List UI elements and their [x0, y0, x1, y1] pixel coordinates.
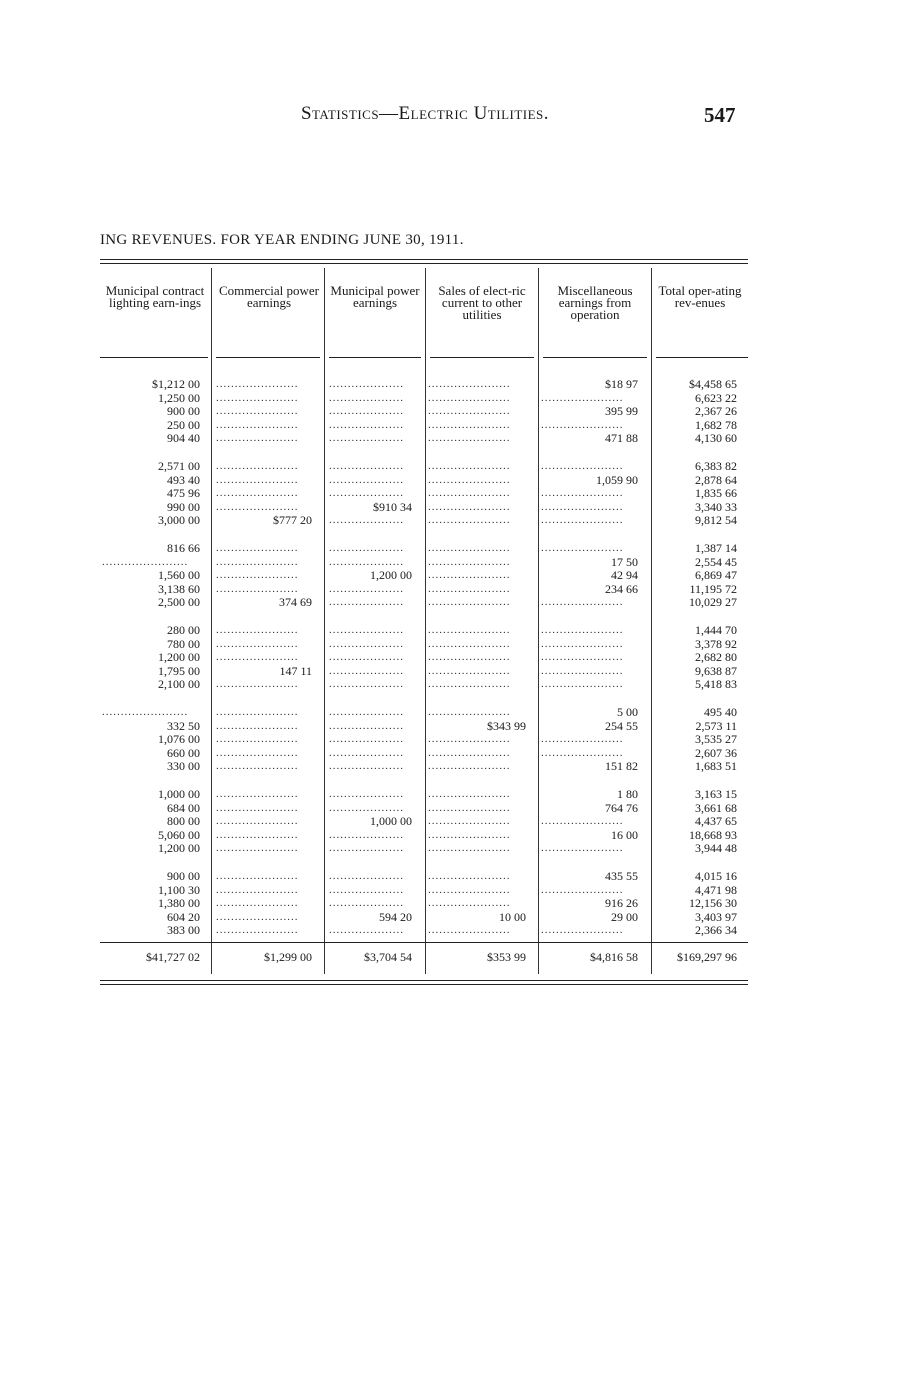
- table-cell: 684 00: [167, 800, 200, 815]
- column-separator: [538, 268, 539, 974]
- table-cell: 10 00: [499, 909, 526, 924]
- leader-dots: ......................: [216, 405, 299, 418]
- page-number: 547: [704, 103, 736, 127]
- leader-dots: ....................: [329, 746, 404, 759]
- table-cell: 1,835 66: [695, 486, 737, 501]
- leader-dots: ......................: [428, 500, 511, 513]
- table-cell: 2,366 34: [695, 923, 737, 938]
- leader-dots: ......................: [216, 624, 299, 636]
- table-cell: 16 00: [611, 827, 638, 842]
- heading-rule: [100, 357, 208, 358]
- total-cell: $3,704 54: [364, 950, 412, 964]
- leader-dots: ......................: [428, 473, 511, 486]
- table-cell: 594 20: [379, 909, 412, 924]
- leader-dots: ......................: [428, 596, 511, 609]
- leader-dots: ......................: [216, 883, 299, 896]
- table-cell: 1,076 00: [158, 732, 200, 747]
- leader-dots: ......................: [541, 596, 624, 609]
- table-cell: 904 40: [167, 431, 200, 446]
- table-cell: 1,444 70: [695, 623, 737, 637]
- leader-dots: ......................: [216, 924, 299, 937]
- table-cell: $1,212 00: [152, 377, 200, 391]
- table-cell: 780 00: [167, 636, 200, 651]
- leader-dots: ......................: [541, 624, 624, 636]
- table-bottom-rule-2: [100, 984, 748, 985]
- leader-dots: ......................: [216, 801, 299, 814]
- table-cell: 1 80: [617, 787, 638, 801]
- column-heading-total: Total oper-ating rev-enues: [658, 283, 742, 310]
- leader-dots: ......................: [428, 651, 511, 664]
- leader-dots: ......................: [428, 624, 511, 636]
- total-cell: $1,299 00: [264, 950, 312, 964]
- leader-dots: ....................: [329, 801, 404, 814]
- leader-dots: ......................: [428, 582, 511, 595]
- leader-dots: ....................: [329, 487, 404, 500]
- leader-dots: ....................: [329, 596, 404, 609]
- leader-dots: ......................: [541, 883, 624, 896]
- table-cell: 5,418 83: [695, 677, 737, 692]
- leader-dots: ......................: [216, 418, 299, 431]
- table-cell: 3,000 00: [158, 513, 200, 528]
- table-cell: 900 00: [167, 404, 200, 419]
- table-cell: 471 88: [605, 431, 638, 446]
- table-cell: $4,458 65: [689, 377, 737, 391]
- leader-dots: ......................: [428, 555, 511, 568]
- leader-dots: ....................: [329, 555, 404, 568]
- leader-dots: ......................: [216, 500, 299, 513]
- table-cell: 1,683 51: [695, 759, 737, 774]
- table-cell: 916 26: [605, 896, 638, 911]
- leader-dots: ......................: [216, 487, 299, 500]
- leader-dots: ......................: [541, 542, 624, 554]
- table-cell: 9,812 54: [695, 513, 737, 528]
- table-cell: 254 55: [605, 718, 638, 733]
- table-cell: 3,661 68: [695, 800, 737, 815]
- table-cell: 1,200 00: [158, 650, 200, 665]
- totals-rule: [100, 942, 748, 943]
- table-cell: 900 00: [167, 869, 200, 883]
- column-heading-sales-other-utilities: Sales of elect-ric current to other utilities: [438, 283, 526, 322]
- leader-dots: ....................: [329, 897, 404, 910]
- table-cell: 18,668 93: [689, 827, 737, 842]
- table-cell: 332 50: [167, 718, 200, 733]
- leader-dots: ....................: [329, 760, 404, 773]
- total-cell: $4,816 58: [590, 950, 638, 964]
- table-cell: 10,029 27: [689, 595, 737, 610]
- leader-dots: .......................: [102, 706, 189, 718]
- leader-dots: .......................: [102, 555, 189, 568]
- table-cell: 2,571 00: [158, 459, 200, 473]
- leader-dots: ....................: [329, 582, 404, 595]
- leader-dots: ......................: [216, 870, 299, 882]
- leader-dots: ....................: [329, 432, 404, 445]
- table-cell: 5 00: [617, 705, 638, 719]
- leader-dots: ......................: [428, 460, 511, 472]
- leader-dots: ......................: [216, 815, 299, 828]
- table-cell: 5,060 00: [158, 827, 200, 842]
- heading-rule: [656, 357, 748, 358]
- leader-dots: ......................: [216, 719, 299, 732]
- leader-dots: ......................: [541, 514, 624, 527]
- table-cell: $777 20: [273, 513, 312, 528]
- table-cell: 3,340 33: [695, 499, 737, 514]
- leader-dots: ......................: [428, 378, 511, 390]
- leader-dots: ......................: [428, 883, 511, 896]
- table-cell: 1,682 78: [695, 417, 737, 432]
- table-cell: 800 00: [167, 814, 200, 829]
- table-cell: 1,560 00: [158, 568, 200, 583]
- leader-dots: ......................: [216, 555, 299, 568]
- table-cell: 604 20: [167, 909, 200, 924]
- leader-dots: ....................: [329, 542, 404, 554]
- table-cell: $910 34: [373, 499, 412, 514]
- leader-dots: ......................: [216, 828, 299, 841]
- leader-dots: ....................: [329, 870, 404, 882]
- leader-dots: ....................: [329, 924, 404, 937]
- table-cell: 2,554 45: [695, 554, 737, 569]
- leader-dots: ......................: [216, 460, 299, 472]
- table-cell: 29 00: [611, 909, 638, 924]
- column-separator: [324, 268, 325, 974]
- table-cell: 4,015 16: [695, 869, 737, 883]
- leader-dots: ......................: [541, 815, 624, 828]
- leader-dots: ......................: [216, 733, 299, 746]
- column-heading-commercial-power: Commercial power earnings: [219, 283, 319, 310]
- total-cell: $169,297 96: [677, 950, 737, 964]
- leader-dots: ......................: [428, 514, 511, 527]
- leader-dots: ....................: [329, 391, 404, 404]
- leader-dots: ......................: [428, 706, 511, 718]
- page-header-title: Statistics—Electric Utilities.: [300, 103, 550, 124]
- leader-dots: ....................: [329, 733, 404, 746]
- table-cell: 1,200 00: [370, 568, 412, 583]
- leader-dots: ....................: [329, 624, 404, 636]
- leader-dots: ......................: [428, 815, 511, 828]
- leader-dots: ......................: [541, 924, 624, 937]
- leader-dots: ......................: [541, 733, 624, 746]
- table-cell: 1,250 00: [158, 390, 200, 405]
- leader-dots: ....................: [329, 651, 404, 664]
- leader-dots: ....................: [329, 460, 404, 472]
- leader-dots: ......................: [428, 405, 511, 418]
- leader-dots: ......................: [216, 760, 299, 773]
- leader-dots: ......................: [216, 637, 299, 650]
- leader-dots: ......................: [541, 637, 624, 650]
- table-cell: 151 82: [605, 759, 638, 774]
- column-heading-municipal-lighting: Municipal contract lighting earn-ings: [105, 283, 205, 310]
- table-top-rule-2: [100, 263, 748, 264]
- table-cell: 1,000 00: [158, 787, 200, 801]
- leader-dots: ......................: [541, 678, 624, 691]
- leader-dots: ....................: [329, 514, 404, 527]
- leader-dots: ......................: [428, 801, 511, 814]
- table-cell: 1,100 30: [158, 882, 200, 897]
- leader-dots: ......................: [541, 418, 624, 431]
- leader-dots: ....................: [329, 637, 404, 650]
- leader-dots: ......................: [428, 542, 511, 554]
- leader-dots: ......................: [428, 487, 511, 500]
- leader-dots: ....................: [329, 678, 404, 691]
- table-cell: 4,437 65: [695, 814, 737, 829]
- leader-dots: ....................: [329, 719, 404, 732]
- leader-dots: ......................: [428, 788, 511, 800]
- table-cell: 435 55: [605, 869, 638, 883]
- column-heading-miscellaneous: Miscellaneous earnings from operation: [557, 283, 633, 322]
- leader-dots: ......................: [541, 391, 624, 404]
- leader-dots: ......................: [428, 746, 511, 759]
- leader-dots: ....................: [329, 828, 404, 841]
- table-cell: 764 76: [605, 800, 638, 815]
- leader-dots: ......................: [541, 651, 624, 664]
- leader-dots: ....................: [329, 418, 404, 431]
- table-caption: ING REVENUES. FOR YEAR ENDING JUNE 30, 1911.: [100, 232, 464, 248]
- table-cell: 2,500 00: [158, 595, 200, 610]
- table-cell: 374 69: [279, 595, 312, 610]
- leader-dots: ......................: [428, 432, 511, 445]
- table-cell: 3,944 48: [695, 841, 737, 856]
- table-cell: 2,573 11: [695, 718, 737, 733]
- table-top-rule: [100, 259, 748, 260]
- leader-dots: ....................: [329, 842, 404, 855]
- table-cell: 11,195 72: [689, 581, 737, 596]
- table-cell: 4,471 98: [695, 882, 737, 897]
- leader-dots: ....................: [329, 883, 404, 896]
- leader-dots: ......................: [428, 733, 511, 746]
- table-cell: 147 11: [279, 663, 312, 678]
- table-cell: 3,403 97: [695, 909, 737, 924]
- table-cell: 2,367 26: [695, 404, 737, 419]
- table-bottom-rule: [100, 980, 748, 981]
- leader-dots: ......................: [216, 746, 299, 759]
- leader-dots: ......................: [541, 842, 624, 855]
- table-cell: 280 00: [167, 623, 200, 637]
- table-cell: 330 00: [167, 759, 200, 774]
- table-cell: 3,163 15: [695, 787, 737, 801]
- table-cell: 395 99: [605, 404, 638, 419]
- table-cell: 1,795 00: [158, 663, 200, 678]
- leader-dots: ......................: [428, 924, 511, 937]
- leader-dots: ....................: [329, 378, 404, 390]
- leader-dots: ......................: [216, 678, 299, 691]
- heading-rule: [216, 357, 320, 358]
- leader-dots: ......................: [428, 391, 511, 404]
- leader-dots: ......................: [216, 651, 299, 664]
- table-cell: 990 00: [167, 499, 200, 514]
- leader-dots: ......................: [216, 788, 299, 800]
- leader-dots: ......................: [216, 391, 299, 404]
- table-cell: 234 66: [605, 581, 638, 596]
- column-heading-municipal-power: Municipal power earnings: [330, 283, 420, 310]
- table-cell: 1,000 00: [370, 814, 412, 829]
- table-cell: 250 00: [167, 417, 200, 432]
- leader-dots: ......................: [428, 569, 511, 582]
- table-cell: 6,383 82: [695, 459, 737, 473]
- leader-dots: ......................: [541, 500, 624, 513]
- leader-dots: ......................: [428, 418, 511, 431]
- leader-dots: ......................: [216, 569, 299, 582]
- table-cell: 1,387 14: [695, 541, 737, 555]
- table-cell: 2,100 00: [158, 677, 200, 692]
- table-cell: $343 99: [487, 718, 526, 733]
- table-cell: 42 94: [611, 568, 638, 583]
- table-cell: 1,380 00: [158, 896, 200, 911]
- table-cell: 1,200 00: [158, 841, 200, 856]
- leader-dots: ......................: [216, 378, 299, 390]
- table-cell: 6,623 22: [695, 390, 737, 405]
- leader-dots: ....................: [329, 664, 404, 677]
- leader-dots: ......................: [428, 897, 511, 910]
- leader-dots: ......................: [428, 842, 511, 855]
- table-cell: 475 96: [167, 486, 200, 501]
- table-cell: 2,607 36: [695, 745, 737, 760]
- heading-rule: [430, 357, 534, 358]
- total-cell: $353 99: [487, 950, 526, 964]
- table-cell: 12,156 30: [689, 896, 737, 911]
- leader-dots: ......................: [541, 487, 624, 500]
- column-separator: [425, 268, 426, 974]
- heading-rule: [543, 357, 647, 358]
- table-cell: 1,059 90: [596, 472, 638, 487]
- leader-dots: ......................: [216, 582, 299, 595]
- leader-dots: ......................: [216, 542, 299, 554]
- table-cell: 2,878 64: [695, 472, 737, 487]
- table-cell: 383 00: [167, 923, 200, 938]
- table-cell: 3,535 27: [695, 732, 737, 747]
- leader-dots: ......................: [541, 460, 624, 472]
- table-cell: 17 50: [611, 554, 638, 569]
- table-cell: 493 40: [167, 472, 200, 487]
- leader-dots: ......................: [428, 664, 511, 677]
- leader-dots: ......................: [541, 664, 624, 677]
- leader-dots: ......................: [428, 637, 511, 650]
- heading-rule: [329, 357, 421, 358]
- leader-dots: ......................: [428, 828, 511, 841]
- table-cell: 4,130 60: [695, 431, 737, 446]
- leader-dots: ....................: [329, 473, 404, 486]
- column-separator: [651, 268, 652, 974]
- leader-dots: ......................: [216, 842, 299, 855]
- leader-dots: ......................: [216, 897, 299, 910]
- table-cell: 660 00: [167, 745, 200, 760]
- leader-dots: ......................: [216, 473, 299, 486]
- leader-dots: ......................: [541, 746, 624, 759]
- leader-dots: ......................: [216, 432, 299, 445]
- table-cell: 495 40: [704, 705, 737, 719]
- leader-dots: ....................: [329, 788, 404, 800]
- leader-dots: ......................: [216, 910, 299, 923]
- leader-dots: ......................: [428, 760, 511, 773]
- column-separator: [211, 268, 212, 974]
- table-cell: $18 97: [605, 377, 638, 391]
- total-cell: $41,727 02: [146, 950, 200, 964]
- table-cell: 816 66: [167, 541, 200, 555]
- table-cell: 3,378 92: [695, 636, 737, 651]
- table-cell: 6,869 47: [695, 568, 737, 583]
- leader-dots: ......................: [428, 870, 511, 882]
- table-cell: 2,682 80: [695, 650, 737, 665]
- table-cell: 9,638 87: [695, 663, 737, 678]
- table-cell: 3,138 60: [158, 581, 200, 596]
- leader-dots: ......................: [428, 678, 511, 691]
- leader-dots: ......................: [216, 706, 299, 718]
- leader-dots: ....................: [329, 706, 404, 718]
- leader-dots: ....................: [329, 405, 404, 418]
